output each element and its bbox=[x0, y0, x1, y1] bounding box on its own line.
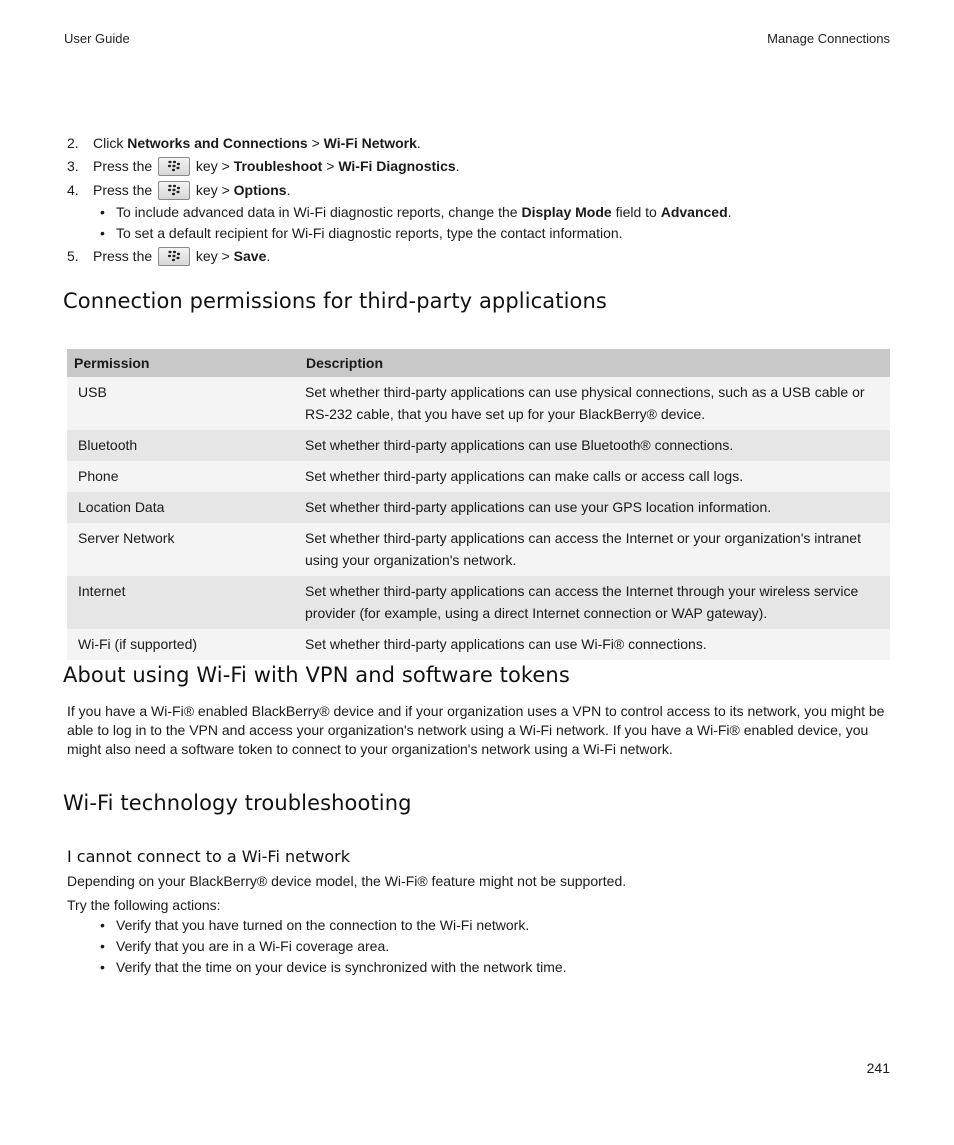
table-header-row bbox=[67, 349, 890, 377]
step-2 bbox=[64, 132, 894, 154]
bullet-icon: • bbox=[100, 959, 105, 975]
step-text: Press the key > Troubleshoot > Wi-Fi Diagnostics. bbox=[93, 158, 460, 174]
step-5 bbox=[64, 244, 894, 268]
permissions-table bbox=[67, 349, 890, 660]
table-row bbox=[67, 576, 890, 629]
bullet-icon: • bbox=[100, 938, 105, 954]
description-cell: Set whether third-party applications can use your GPS location information. bbox=[299, 492, 890, 523]
section-heading-troubleshooting: Wi-Fi technology troubleshooting bbox=[63, 791, 412, 815]
table-row bbox=[67, 461, 890, 492]
description-cell: Set whether third-party applications can use physical connections, such as a USB cable or RS-232 cable, that you have set up for your BlackBerry® device. bbox=[299, 377, 890, 430]
description-cell: Set whether third-party applications can access the Internet or your organization's intranet using your organization's network. bbox=[299, 523, 890, 576]
vpn-paragraph: If you have a Wi-Fi® enabled BlackBerry® device and if your organization uses a VPN to control access to its network, you might be able to log in to the VPN and access your organization's network using a Wi-Fi network. If you have a Wi-Fi® enabled device, you might also need a software token to connect to your organization's network using a Wi-Fi network. bbox=[67, 703, 885, 757]
table-row bbox=[67, 523, 890, 576]
try-actions-paragraph: Try the following actions: bbox=[67, 897, 221, 913]
blackberry-menu-key-icon bbox=[158, 247, 190, 266]
permission-cell: Location Data bbox=[67, 492, 299, 523]
list-item: • Verify that you have turned on the connection to the Wi-Fi network. bbox=[64, 915, 894, 936]
steps-list bbox=[64, 132, 894, 268]
list-item: • Verify that the time on your device is synchronized with the network time. bbox=[64, 957, 894, 978]
bullet-icon: • bbox=[100, 204, 105, 220]
bullet-icon: • bbox=[100, 917, 105, 933]
section-heading-permissions: Connection permissions for third-party applications bbox=[63, 289, 607, 313]
step-number: 5. bbox=[67, 248, 79, 264]
bullet-icon: • bbox=[100, 225, 105, 241]
step-3 bbox=[64, 154, 894, 178]
model-paragraph: Depending on your BlackBerry® device model, the Wi-Fi® feature might not be supported. bbox=[67, 873, 627, 889]
permission-cell: Server Network bbox=[67, 523, 299, 576]
list-item: • Verify that you are in a Wi-Fi coverage area. bbox=[64, 936, 894, 957]
step-number: 2. bbox=[67, 135, 79, 151]
description-cell: Set whether third-party applications can make calls or access call logs. bbox=[299, 461, 890, 492]
permission-cell: Wi-Fi (if supported) bbox=[67, 629, 299, 660]
subheading-cannot-connect: I cannot connect to a Wi-Fi network bbox=[67, 847, 350, 866]
blackberry-menu-key-icon bbox=[158, 181, 190, 200]
description-cell: Set whether third-party applications can use Bluetooth® connections. bbox=[299, 430, 890, 461]
running-header-left: User Guide bbox=[64, 31, 130, 46]
step-number: 3. bbox=[67, 158, 79, 174]
blackberry-menu-key-icon bbox=[158, 157, 190, 176]
description-cell: Set whether third-party applications can access the Internet through your wireless service provider (for example, using a direct Internet connection or WAP gateway). bbox=[299, 576, 890, 629]
permissions-table-body bbox=[67, 377, 890, 660]
permission-cell: Internet bbox=[67, 576, 299, 629]
column-header: Permission bbox=[67, 349, 299, 377]
permission-cell: Bluetooth bbox=[67, 430, 299, 461]
column-header: Description bbox=[299, 349, 890, 377]
list-item: • To include advanced data in Wi-Fi diagnostic reports, change the Display Mode field to Advanced. bbox=[64, 202, 894, 223]
step-4 bbox=[64, 178, 894, 202]
permission-cell: USB bbox=[67, 377, 299, 430]
step-text: Press the key > Options. bbox=[93, 182, 291, 198]
step-text: Press the key > Save. bbox=[93, 248, 271, 264]
section-heading-vpn: About using Wi-Fi with VPN and software tokens bbox=[63, 663, 570, 687]
table-row bbox=[67, 430, 890, 461]
table-row bbox=[67, 492, 890, 523]
table-row bbox=[67, 377, 890, 430]
options-bullets bbox=[64, 202, 894, 244]
step-number: 4. bbox=[67, 182, 79, 198]
step-text: Click Networks and Connections > Wi-Fi Network. bbox=[93, 135, 421, 151]
list-item: • To set a default recipient for Wi-Fi diagnostic reports, type the contact information. bbox=[64, 223, 894, 244]
table-row bbox=[67, 629, 890, 660]
page-number: 241 bbox=[866, 1060, 890, 1076]
running-header-right: Manage Connections bbox=[767, 31, 890, 46]
description-cell: Set whether third-party applications can use Wi-Fi® connections. bbox=[299, 629, 890, 660]
troubleshooting-bullets bbox=[64, 915, 894, 978]
permission-cell: Phone bbox=[67, 461, 299, 492]
